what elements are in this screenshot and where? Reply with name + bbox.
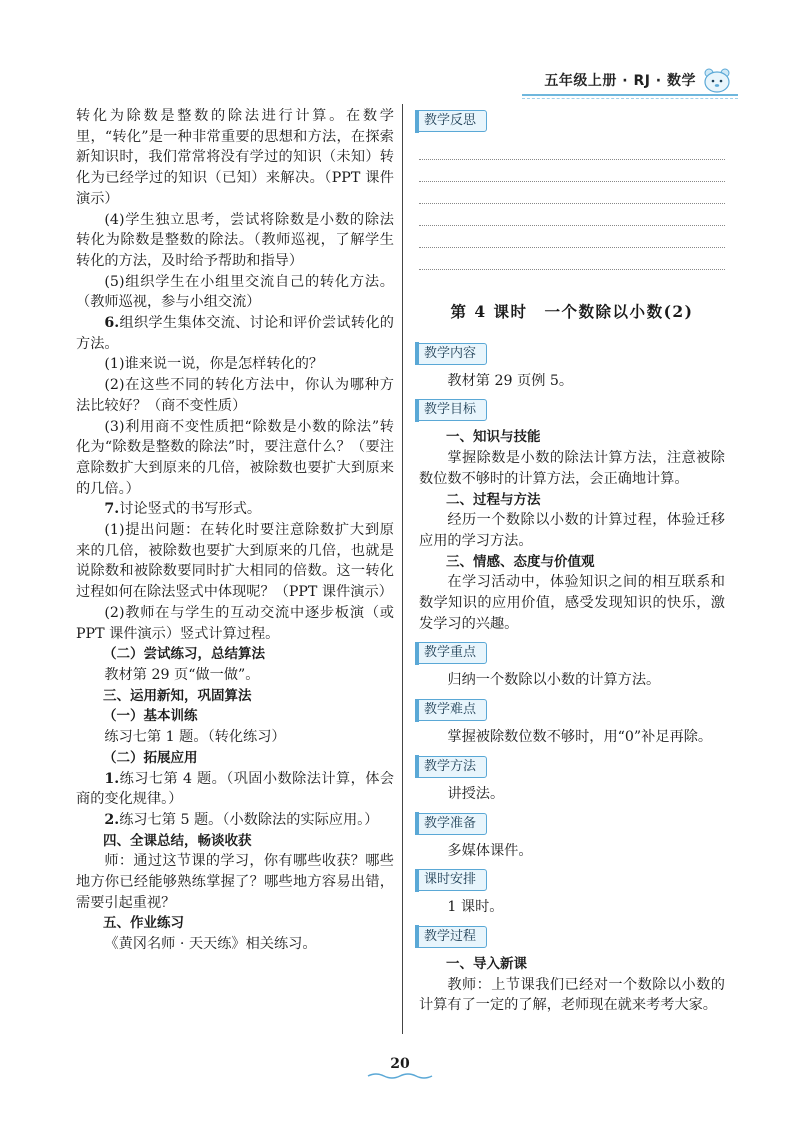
section-heading: （二）尝试练习，总结算法: [103, 646, 265, 663]
paragraph: 教材第 29 页“做一做”。: [104, 666, 260, 683]
label-method: [415, 756, 725, 778]
label-tag: 教学过程: [415, 926, 487, 948]
lesson-title: 第 4 课时 一个数除以小数(2): [450, 302, 694, 321]
step-number: 7.: [104, 501, 120, 518]
dotted-line: [419, 182, 725, 204]
column-divider: [402, 104, 403, 1034]
process-heading: 一、导入新课: [446, 955, 527, 972]
dotted-line: [419, 226, 725, 248]
label-content: [415, 343, 725, 365]
page-number: 20: [390, 1056, 410, 1072]
paragraph: (4)学生独立思考，尝试将除数是小数的除法转化为除数是整数的除法。（教师巡视，了解学生转化的方法，及时给予帮助和指导）: [76, 211, 394, 269]
goal-heading: 一、知识与技能: [446, 429, 541, 446]
left-column: [76, 106, 394, 955]
paragraph: (1)提出问题：在转化时要注意除数扩大到原来的几倍，被除数也要扩大到原来的几倍，也就是说除数和被除数要同时扩大相同的倍数。这一转化过程如何在除法竖式中体现呢？（PPT 课件演示）: [76, 522, 394, 601]
item-text: 练习七第 4 题。（巩固小数除法计算，体会商的变化规律。）: [76, 770, 394, 808]
goal-heading: 三、情感、态度与价值观: [446, 553, 595, 570]
bear-mascot-icon: [702, 67, 732, 93]
paragraph: 师：通过这节课的学习，你有哪些收获？哪些地方你已经能够熟练掌握了？哪些地方容易出错，需要引起重视？: [76, 853, 394, 911]
label-tag: 教学反思: [415, 110, 487, 132]
label-preparation: [415, 813, 725, 835]
reflection-lines: [419, 138, 725, 270]
label-tag: 教学重点: [415, 642, 487, 664]
label-tag: 教学目标: [415, 399, 487, 421]
paragraph-item-2: [76, 810, 394, 831]
paragraph: (2)在这些不同的转化方法中，你认为哪种方法比较好？（商不变性质）: [76, 377, 394, 414]
section-heading: 三、运用新知，巩固算法: [103, 687, 252, 704]
section-heading: 四、全课总结，畅谈收获: [103, 832, 252, 849]
step-number: 6.: [104, 315, 120, 332]
paragraph: (2)教师在与学生的互动交流中逐步板演（或 PPT 课件演示）竖式计算过程。: [76, 604, 394, 642]
dotted-line: [419, 138, 725, 160]
label-tag: 教学难点: [415, 699, 487, 721]
section-heading: 五、作业练习: [103, 915, 184, 932]
paragraph: 教材第 29 页例 5。: [447, 372, 574, 389]
paragraph: 多媒体课件。: [447, 842, 533, 859]
header-title: 五年级上册 · RJ · 数学: [544, 73, 696, 89]
item-number: 2.: [104, 811, 120, 828]
label-tag: 教学准备: [415, 813, 487, 835]
page-number-ornament: [366, 1072, 434, 1080]
paragraph: 掌握被除数位数不够时，用“0”补足再除。: [447, 729, 713, 746]
header-rule-dashed: [522, 98, 738, 99]
dotted-line: [419, 160, 725, 182]
paragraph: (1)谁来说一说，你是怎样转化的？: [104, 356, 324, 373]
label-goals: [415, 399, 725, 421]
paragraph-step-6: [76, 313, 394, 354]
section-heading: （一）基本训练: [103, 708, 198, 725]
paragraph: 练习七第 1 题。（转化练习）: [104, 729, 286, 746]
header-rule: [522, 94, 738, 96]
label-key-points: [415, 642, 725, 664]
paragraph: 在学习活动中，体验知识之间的相互联系和数学知识的应用价值，感受发现知识的快乐，激发学习的兴趣。: [419, 574, 725, 632]
paragraph: 1 课时。: [447, 899, 504, 916]
goal-heading: 二、过程与方法: [446, 491, 541, 508]
label-reflection: [415, 110, 725, 132]
paragraph-item-1: [76, 769, 394, 810]
label-schedule: [415, 869, 725, 891]
paragraph: 经历一个数除以小数的计算过程，体验迁移应用的学习方法。: [419, 512, 725, 549]
dotted-line: [419, 248, 725, 270]
paragraph: 归纳一个数除以小数的计算方法。: [447, 672, 661, 689]
step-text: 组织学生集体交流、讨论和评价尝试转化的方法。: [76, 315, 394, 352]
paragraph-step-7: [76, 499, 394, 520]
label-process: [415, 926, 725, 948]
label-tag: 教学内容: [415, 343, 487, 365]
label-difficulties: [415, 699, 725, 721]
paragraph: 掌握除数是小数的除法计算方法，注意被除数位数不够时的计算方法，会正确地计算。: [419, 450, 725, 487]
item-text: 练习七第 5 题。（小数除法的实际应用。）: [119, 811, 379, 828]
label-tag: 课时安排: [415, 869, 487, 891]
paragraph: 《黄冈名师 · 天天练》相关练习。: [104, 936, 317, 953]
step-text: 讨论竖式的书写形式。: [119, 501, 262, 518]
paragraph: (3)利用商不变性质把“除数是小数的除法”转化为“除数是整数的除法”时，要注意什么？（要注意除数扩大到原来的几倍，被除数也要扩大到原来的几倍。）: [76, 418, 394, 497]
page-header: [544, 66, 732, 94]
section-heading: （二）拓展应用: [103, 749, 198, 766]
label-tag: 教学方法: [415, 756, 487, 778]
paragraph: 讲授法。: [447, 785, 505, 802]
paragraph: 教师：上节课我们已经对一个数除以小数的计算有了一定的了解，老师现在就来考考大家。: [419, 976, 725, 1014]
item-number: 1.: [104, 770, 120, 787]
right-column: [419, 106, 725, 1016]
dotted-line: [419, 204, 725, 226]
paragraph: 转化为除数是整数的除法进行计算。在数学里，“转化”是一种非常重要的思想和方法，在探索新知识时，我们常常将没有学过的知识（未知）转化为已经学过的知识（已知）来解决。（PPT 课件演示）: [76, 108, 394, 207]
paragraph: (5)组织学生在小组里交流自己的转化方法。（教师巡视，参与小组交流）: [76, 273, 394, 311]
